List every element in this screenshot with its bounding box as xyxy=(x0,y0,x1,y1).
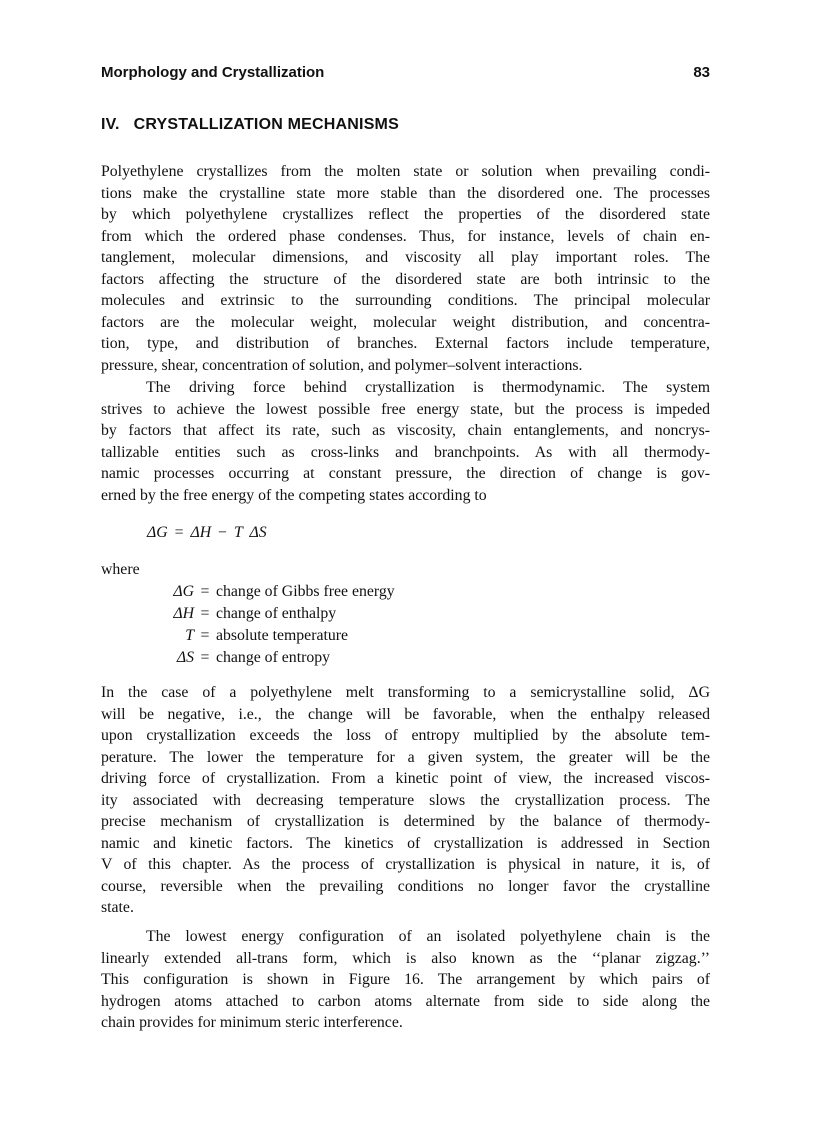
eq-term1: ΔH xyxy=(190,524,212,541)
text-line: The lowest energy configuration of an isolated polyethylene chain is the xyxy=(146,928,710,945)
def-equals: = xyxy=(200,627,210,644)
text-line: upon crystallization exceeds the loss of entropy multiplied by the absolute tem- xyxy=(101,727,710,745)
text-line: This configuration is shown in Figure 16. The arrangement by which pairs of xyxy=(101,971,710,989)
definition-row xyxy=(101,647,501,669)
text-line: molecules and extrinsic to the surrounding conditions. The principal molecular xyxy=(101,292,710,310)
text-line: The driving force behind crystallization is thermodynamic. The system xyxy=(146,379,710,396)
section-heading: IV. CRYSTALLIZATION MECHANISMS xyxy=(101,116,399,133)
paragraph-1 xyxy=(101,161,710,376)
paragraph-4 xyxy=(101,926,710,1034)
paragraph-2 xyxy=(101,377,710,506)
text-line: tanglement, molecular dimensions, and viscosity all play important roles. The xyxy=(101,249,710,267)
text-line: perature. The lower the temperature for a given system, the greater will be the xyxy=(101,748,710,766)
text-line: course, reversible when the prevailing conditions no longer favor the crystalline xyxy=(101,877,710,895)
text-line: from which the ordered phase condenses. Thus, for instance, levels of chain en- xyxy=(101,227,710,245)
def-meaning: change of Gibbs free energy xyxy=(216,583,395,600)
eq-lhs: ΔG xyxy=(147,524,168,541)
text-line: namic processes occurring at constant pressure, the direction of change is gov- xyxy=(101,465,710,483)
definition-row xyxy=(101,603,501,625)
text-line: tion, type, and distribution of branches. External factors include temperature, xyxy=(101,335,710,353)
text-line: chain provides for minimum steric interference. xyxy=(101,1014,403,1032)
def-symbol: ΔS xyxy=(176,649,194,666)
def-symbol: T xyxy=(185,627,194,644)
page-number: 83 xyxy=(693,64,710,81)
text-line: factors are the molecular weight, molecular weight distribution, and concentra- xyxy=(101,313,710,331)
text-line: precise mechanism of crystallization is determined by the balance of thermody- xyxy=(101,813,710,831)
text-line: ity associated with decreasing temperature slows the crystallization process. The xyxy=(101,791,710,809)
def-symbol: ΔG xyxy=(173,583,194,600)
paragraph-3 xyxy=(101,682,710,919)
eq-equals: = xyxy=(174,524,184,541)
def-symbol: ΔH xyxy=(173,605,194,622)
text-line: namic and kinetic factors. The kinetics of crystallization is addressed in Section xyxy=(101,834,710,852)
def-meaning: absolute temperature xyxy=(216,627,349,644)
text-line: hydrogen atoms attached to carbon atoms alternate from side to side along the xyxy=(101,992,710,1010)
def-meaning: change of entropy xyxy=(216,649,331,666)
eq-minus: − xyxy=(218,524,228,541)
text-line: by which polyethylene crystallizes reflect the properties of the disordered state xyxy=(101,206,710,224)
text-line: V of this chapter. As the process of crystallization is physical in nature, it is, of xyxy=(101,856,710,874)
where-label: where xyxy=(101,561,140,578)
eq-term2: T ΔS xyxy=(234,524,267,541)
text-line: strives to achieve the lowest possible free energy state, but the process is impeded xyxy=(101,400,710,418)
text-line: factors affecting the structure of the disordered state are both intrinsic to the xyxy=(101,270,710,288)
text-line: state. xyxy=(101,899,134,917)
text-line: pressure, shear, concentration of solution, and polymer–solvent interactions. xyxy=(101,356,583,374)
text-line: Polyethylene crystallizes from the molten state or solution when prevailing condi- xyxy=(101,163,710,180)
text-line: driving force of crystallization. From a kinetic point of view, the increased viscos- xyxy=(101,770,710,788)
text-line: linearly extended all-trans form, which is also known as the ‘‘planar zigzag.’’ xyxy=(101,949,710,967)
text-line: tions make the crystalline state more stable than the disordered one. The processes xyxy=(101,184,710,202)
text-line: by factors that affect its rate, such as viscosity, chain entanglements, and noncrys- xyxy=(101,422,710,440)
text-line: erned by the free energy of the competing states according to xyxy=(101,486,487,504)
def-equals: = xyxy=(200,605,210,622)
definition-row xyxy=(101,625,501,647)
definition-row xyxy=(101,581,501,603)
text-line: tallizable entities such as cross-links and branchpoints. As with all thermody- xyxy=(101,443,710,461)
running-title: Morphology and Crystallization xyxy=(101,64,325,81)
text-line: will be negative, i.e., the change will be favorable, when the enthalpy released xyxy=(101,705,710,723)
def-equals: = xyxy=(200,583,210,600)
def-equals: = xyxy=(200,649,210,666)
def-meaning: change of enthalpy xyxy=(216,605,337,622)
text-line: In the case of a polyethylene melt transforming to a semicrystalline solid, ΔG xyxy=(101,684,710,701)
gibbs-equation xyxy=(147,522,267,544)
